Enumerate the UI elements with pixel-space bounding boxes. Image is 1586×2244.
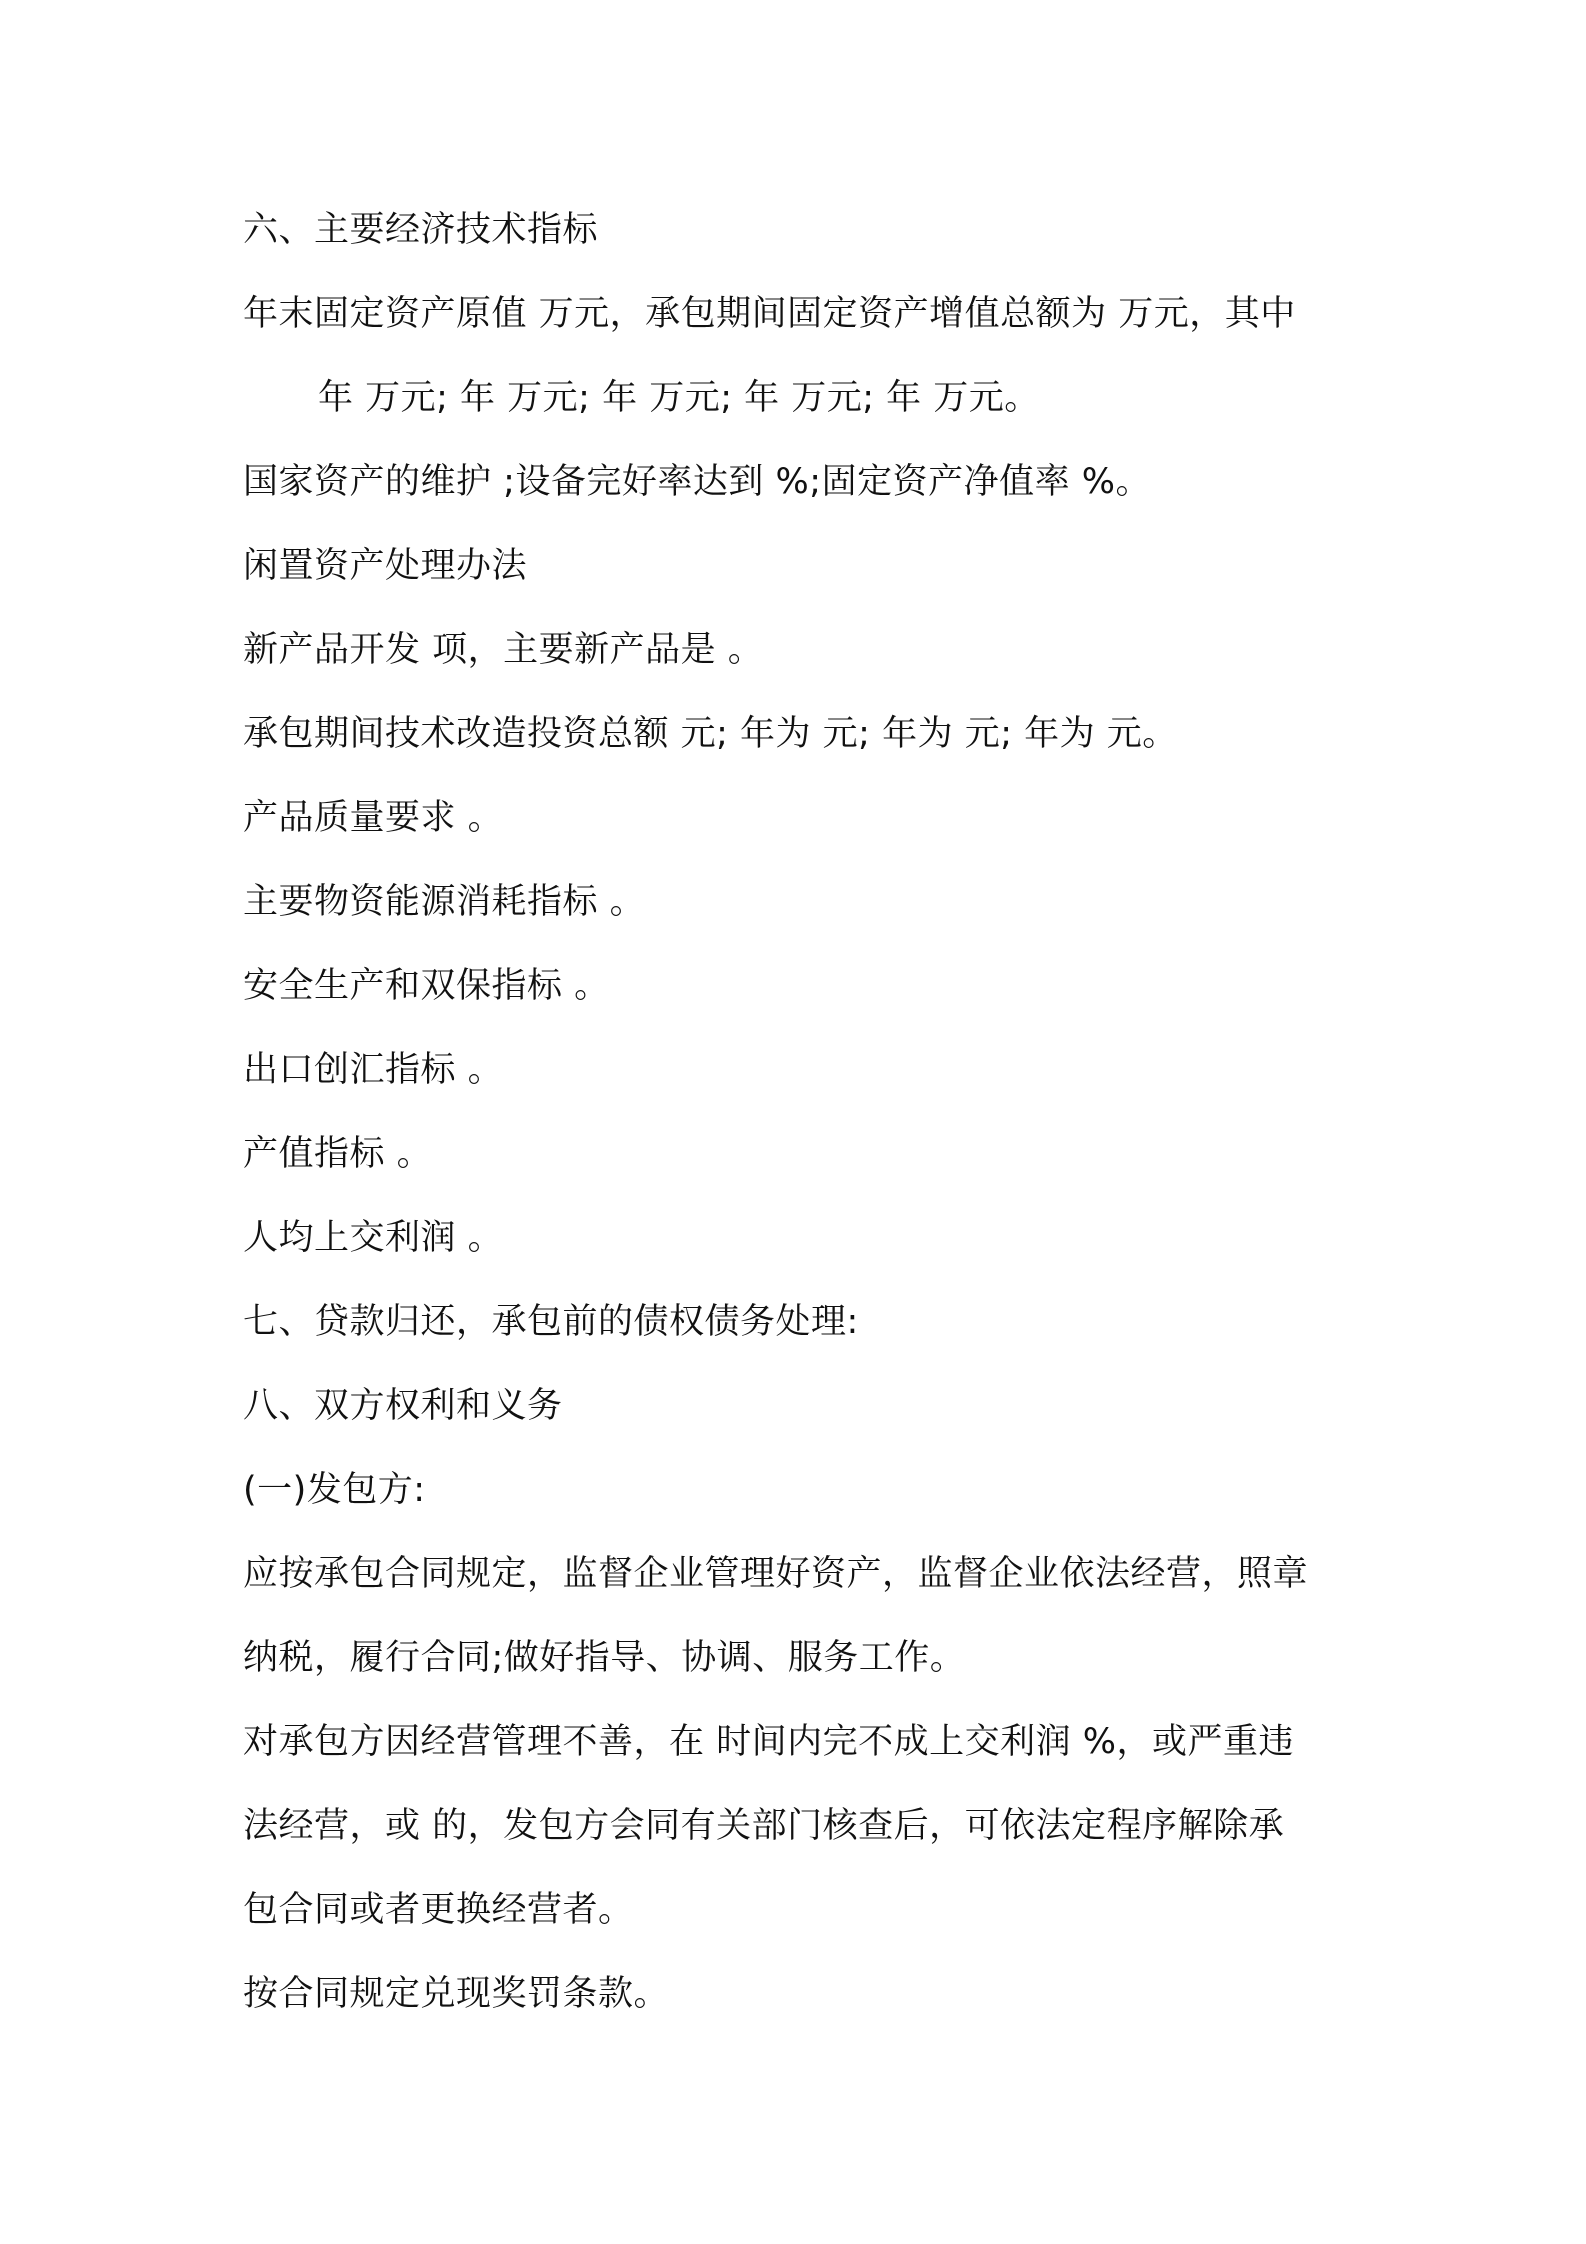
paragraph-line: 应按承包合同规定，监督企业管理好资产，监督企业依法经营，照章 (243, 1554, 1309, 1594)
paragraph-line: 主要物资能源消耗指标 。 (243, 882, 646, 922)
paragraph-line: 产品质量要求 。 (243, 798, 504, 838)
paragraph-line: 产值指标 。 (243, 1134, 433, 1174)
subsection-heading: (一)发包方: (243, 1470, 426, 1510)
paragraph-line: 承包期间技术改造投资总额 元; 年为 元; 年为 元; 年为 元。 (243, 714, 1178, 754)
section-heading-8: 八、双方权利和义务 (243, 1386, 563, 1426)
paragraph-line: 对承包方因经营管理不善，在 时间内完不成上交利润 %，或严重违 (243, 1722, 1295, 1762)
paragraph-line: 出口创汇指标 。 (243, 1050, 504, 1090)
section-heading-6: 六、主要经济技术指标 (243, 210, 599, 250)
paragraph-line: 按合同规定兑现奖罚条款。 (243, 1974, 670, 2014)
paragraph-line: 安全生产和双保指标 。 (243, 966, 610, 1006)
paragraph-line: 法经营，或 的，发包方会同有关部门核查后，可依法定程序解除承 (243, 1806, 1285, 1846)
paragraph-line: 纳税，履行合同;做好指导、协调、服务工作。 (243, 1638, 966, 1678)
paragraph-line: 闲置资产处理办法 (243, 546, 528, 586)
paragraph-line: 新产品开发 项，主要新产品是 。 (243, 630, 764, 670)
section-heading-7: 七、贷款归还，承包前的债权债务处理: (243, 1302, 859, 1342)
paragraph-line: 包合同或者更换经营者。 (243, 1890, 634, 1930)
paragraph-line: 人均上交利润 。 (243, 1218, 504, 1258)
paragraph-line: 年末固定资产原值 万元，承包期间固定资产增值总额为 万元，其中 (243, 294, 1296, 334)
paragraph-line: 国家资产的维护 ;设备完好率达到 %;固定资产净值率 %。 (243, 462, 1151, 502)
paragraph-line: 年 万元; 年 万元; 年 万元; 年 万元; 年 万元。 (318, 378, 1040, 418)
